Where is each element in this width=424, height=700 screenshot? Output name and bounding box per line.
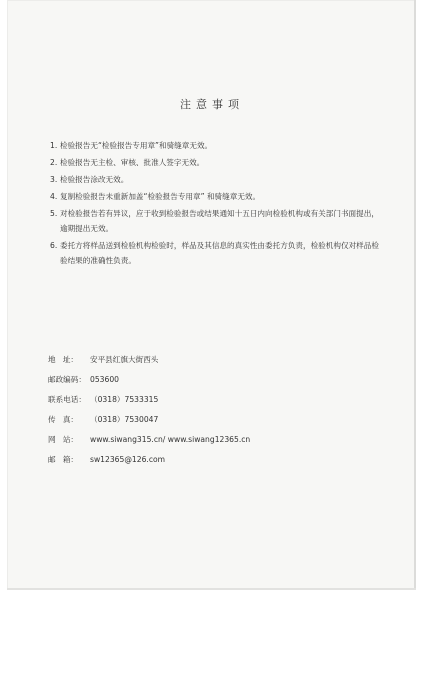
fax-label-part2: 真： [62,415,78,424]
fax-label-part1: 传 [48,415,56,424]
email-row [48,450,378,470]
notice-text: 复制检验报告未重新加盖“检验报告专用章” 和骑缝章无效。 [60,192,261,201]
notice-item-4 [50,189,380,204]
email-value: sw12365@126.com [90,455,166,464]
website-label [48,430,78,450]
email-label-part2: 箱： [62,455,78,464]
notice-text: 检验报告涂改无效。 [60,175,129,184]
address-label-part1: 地 [48,355,56,364]
phone-value: （0318）7533315 [90,395,159,404]
fax-value: （0318）7530047 [90,415,159,424]
phone-label: 联系电话： [48,395,86,404]
document-page [7,0,416,590]
notice-number: 3. [50,175,58,184]
notice-text: 检验报告无“检验报告专用章”和骑缝章无效。 [60,141,213,150]
fax-label [48,410,78,430]
address-label-part2: 址： [62,355,78,364]
notice-text: 对检验报告若有异议，应于收到检验报告或结果通知十五日内向检验机构或有关部门书面提出，逾期提出无效。 [60,209,379,233]
email-label [48,450,78,470]
phone-row [48,390,378,410]
notice-list [50,138,380,270]
fax-row [48,410,378,430]
postcode-label: 邮政编码： [48,375,86,384]
notice-number: 5. [50,209,58,218]
notice-item-2 [50,155,380,170]
email-label-part1: 邮 [48,455,56,464]
notice-item-5 [50,206,380,236]
page-edge-bottom [7,588,416,590]
notice-text: 委托方将样品送到检验机构检验时，样品及其信息的真实性由委托方负责，检验机构仅对样品检验结果的准确性负责。 [60,241,379,265]
address-row [48,350,378,370]
postcode-value: 053600 [90,375,119,384]
notice-text: 检验报告无主检、审核、批准人签字无效。 [60,158,205,167]
notice-item-1 [50,138,380,153]
website-label-part1: 网 [48,435,56,444]
notice-number: 1. [50,141,58,150]
website-label-part2: 站： [62,435,78,444]
postcode-row [48,370,378,390]
notice-number: 6. [50,241,58,250]
website-row [48,430,378,450]
website-value: www.siwang315.cn/ www.siwang12365.cn [90,435,251,444]
notice-number: 4. [50,192,58,201]
address-label [48,350,78,370]
address-value: 安平县红旗大街西头 [90,355,159,364]
notice-number: 2. [50,158,58,167]
notice-item-6 [50,238,380,268]
page-title: 注意事项 [180,98,244,111]
page-edge-right [414,0,416,590]
notice-item-3 [50,172,380,187]
contact-block [48,350,378,470]
